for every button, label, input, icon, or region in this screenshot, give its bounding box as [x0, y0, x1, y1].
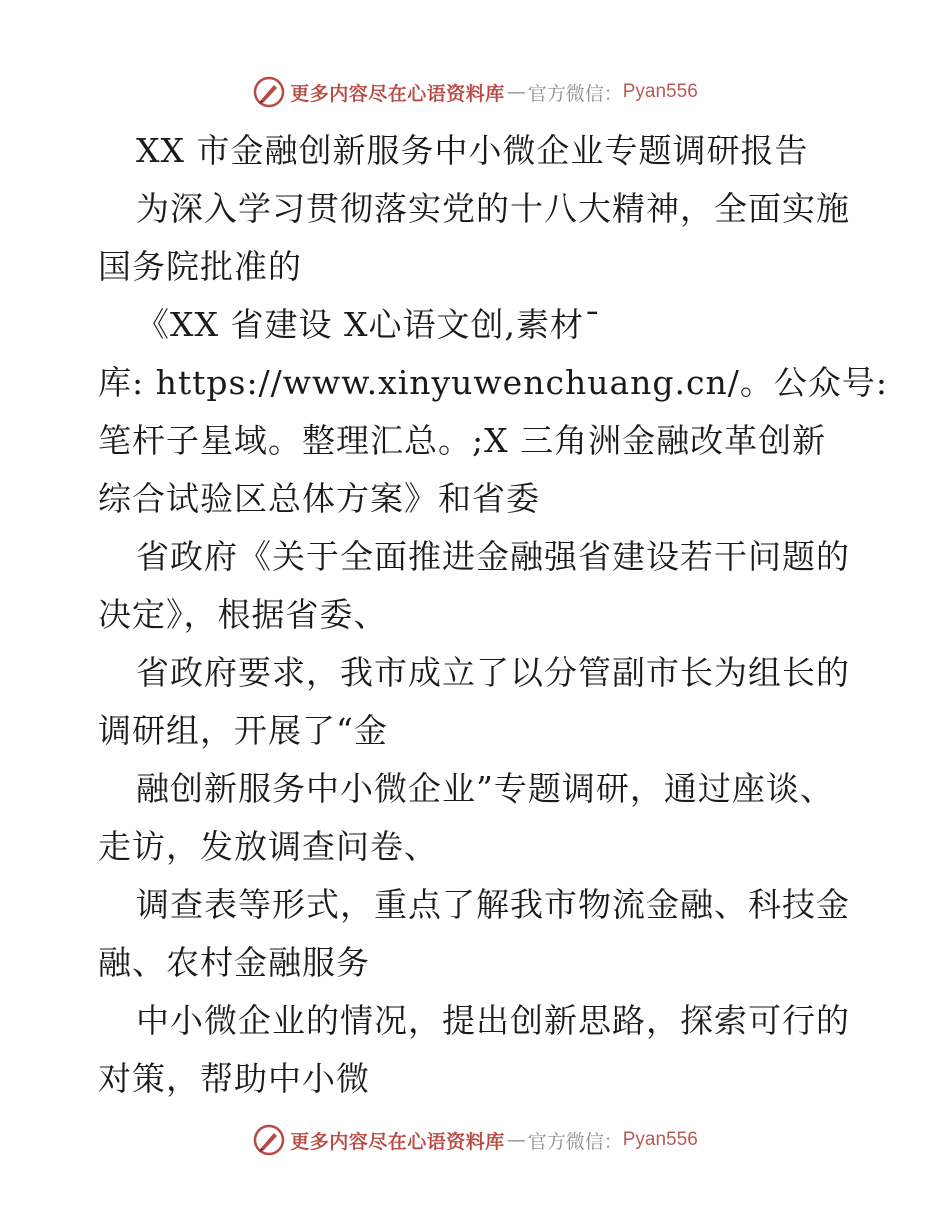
- document-line: 省政府《关于全面推进金融强省建设若干问题的: [136, 537, 850, 576]
- watermark-separator: —: [506, 81, 526, 103]
- watermark-wechat-label: 官方微信：: [527, 1130, 623, 1153]
- document-line: 综合试验区总体方案》和省委: [98, 479, 540, 518]
- document-line: 为深入学习贯彻落实党的十八大精神，全面实施: [136, 189, 850, 228]
- watermark-wechat-handle: Pyan556: [622, 1129, 698, 1150]
- document-line: 融、农村金融服务: [98, 943, 370, 982]
- document-line: 中小微企业的情况，提出创新思路，探索可行的: [136, 1001, 850, 1040]
- document-line: XX 市金融创新服务中小微企业专题调研报告: [136, 131, 809, 170]
- document-line: 决定》，根据省委、: [98, 595, 388, 634]
- document-line: 省政府要求，我市成立了以分管副市长为组长的: [136, 653, 850, 692]
- watermark-wechat-handle: Pyan556: [622, 81, 698, 102]
- watermark-separator: —: [506, 1129, 526, 1151]
- watermark-site-text: 更多内容尽在心语资料库: [290, 82, 505, 105]
- pen-logo-icon: [252, 75, 286, 109]
- document-line: 国务院批准的: [98, 247, 302, 286]
- document-body: [98, 122, 888, 1108]
- watermark-wechat-label: 官方微信：: [527, 82, 623, 105]
- footer-watermark: [0, 1120, 950, 1160]
- watermark-site-text: 更多内容尽在心语资料库: [290, 1130, 505, 1153]
- document-line: 调查表等形式，重点了解我市物流金融、科技金: [136, 885, 850, 924]
- pen-logo-icon: [252, 1123, 286, 1157]
- document-line: 《XX 省建设 X心语文创,素材¯: [136, 305, 602, 344]
- document-line: 融创新服务中小微企业”专题调研，通过座谈、: [136, 769, 834, 808]
- document-line: 走访，发放调查问卷、: [98, 827, 438, 866]
- document-line: 库: https://www.xinyuwenchuang.cn/。公众号:: [98, 363, 888, 402]
- document-line: 笔杆子星域。整理汇总。;X 三角洲金融改革创新: [98, 421, 827, 460]
- document-line: 调研组，开展了“金: [98, 711, 388, 750]
- header-watermark: [0, 72, 950, 112]
- document-line: 对策，帮助中小微: [98, 1059, 370, 1098]
